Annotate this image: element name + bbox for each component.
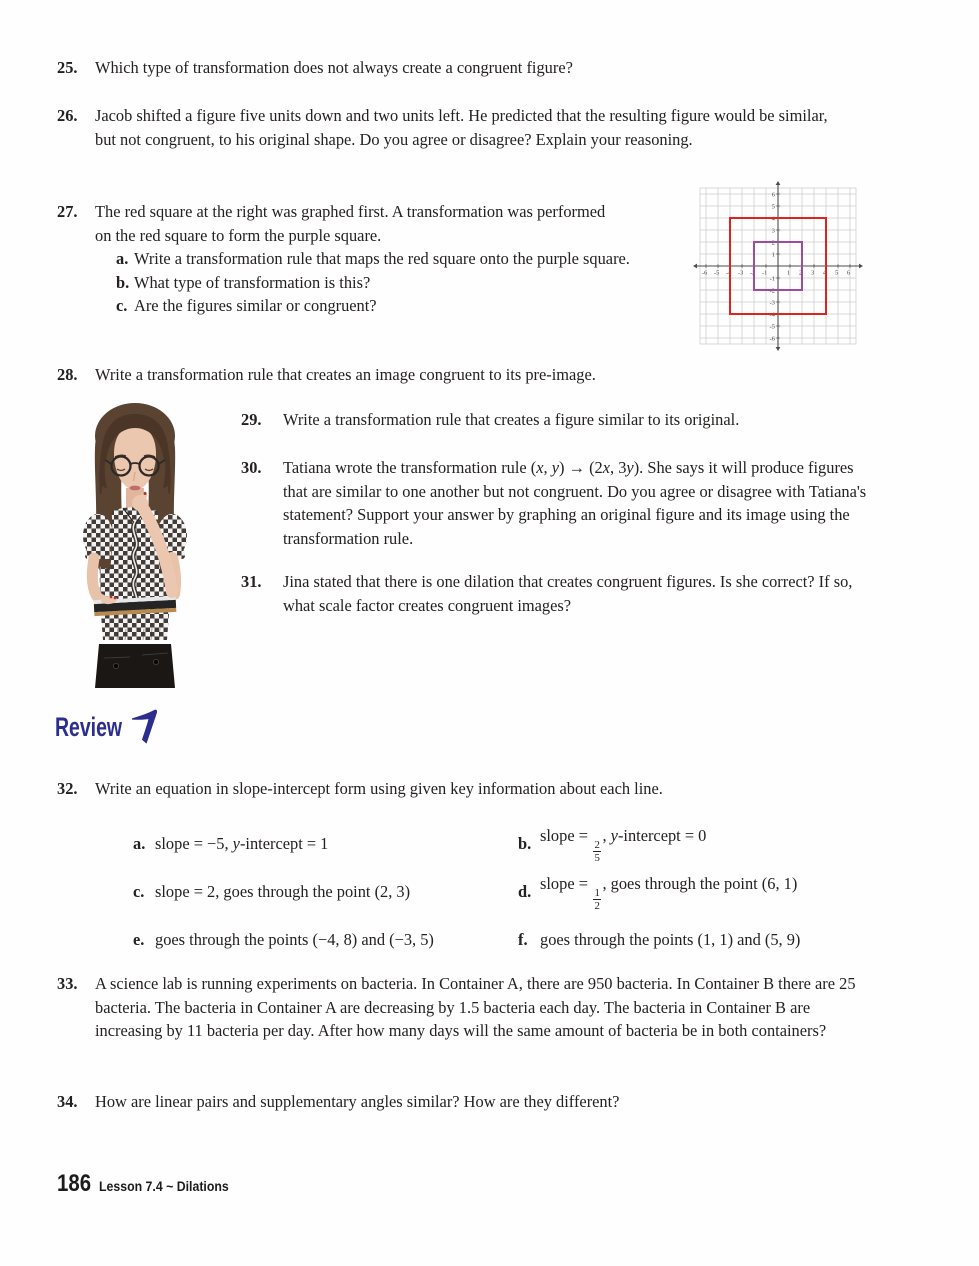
item-32f-label: f. (518, 930, 528, 950)
svg-text:5: 5 (771, 203, 775, 211)
item-32d-label: d. (518, 882, 532, 902)
review-swoosh-icon (132, 705, 158, 747)
item-32a-label: a. (133, 834, 146, 854)
review-title: Review (55, 712, 123, 742)
item-32b-label: b. (518, 834, 532, 854)
lips (130, 486, 141, 491)
svg-text:6: 6 (771, 191, 775, 199)
item-32a (133, 832, 518, 856)
question-27-number: 27. (57, 202, 78, 221)
question-29-number: 29. (241, 410, 262, 429)
svg-text:6: 6 (847, 269, 851, 277)
svg-text:3: 3 (811, 269, 815, 277)
question-27b-label: b. (116, 272, 130, 292)
svg-text:-2: -2 (750, 269, 756, 277)
question-30-text: Tatiana wrote the transformation rule (x, y) → (2x, 3y). She says it will produce figures that are similar to one another but not congruent. Do you agree or disagree with Tatiana's statement? Support your answer by graphing an original figure and its image using the transformation rule. (283, 458, 867, 548)
coordinate-grid-graph (690, 178, 866, 354)
page-footer (57, 1172, 246, 1199)
question-34-number: 34. (57, 1092, 78, 1111)
item-32c-text: slope = 2, goes through the point (2, 3) (155, 882, 411, 902)
question-29 (241, 408, 921, 432)
item-32a-text: slope = −5, y-intercept = 1 (155, 834, 329, 854)
question-26-text: Jacob shifted a figure five units down and two units left. He predicted that the resulting figure would be similar, but not congruent, to his original shape. Do you agree or disagree? Explain your reasoning. (95, 106, 828, 149)
svg-text:-5: -5 (769, 323, 775, 331)
question-28-number: 28. (57, 365, 78, 384)
svg-text:-3: -3 (738, 269, 744, 277)
svg-text:-4: -4 (726, 269, 732, 277)
svg-text:3: 3 (771, 227, 775, 235)
question-25 (57, 56, 937, 80)
svg-text:4: 4 (823, 269, 827, 277)
question-32-number: 32. (57, 779, 78, 798)
svg-text:-6: -6 (769, 335, 775, 343)
question-34-text: How are linear pairs and supplementary angles similar? How are they different? (95, 1092, 620, 1111)
svg-text:-5: -5 (714, 269, 720, 277)
question-31-number: 31. (241, 572, 262, 591)
svg-text:2: 2 (771, 239, 775, 247)
item-32b-text: slope = $\frac{2}{5}$ , y-intercept = 0 (540, 826, 707, 864)
svg-text:-1: -1 (769, 275, 775, 283)
black-skirt (95, 644, 175, 688)
svg-text:-1: -1 (762, 269, 768, 277)
question-28-text: Write a transformation rule that creates an image congruent to its pre-image. (95, 365, 596, 384)
question-26 (57, 104, 857, 151)
question-25-text: Which type of transformation does not always create a congruent figure? (95, 58, 573, 77)
question-27a-text: Write a transformation rule that maps the red square onto the purple square. (134, 249, 630, 268)
item-32c (133, 880, 518, 904)
question-27a-label: a. (116, 249, 129, 268)
question-27c-label: c. (116, 296, 128, 315)
item-32e-text: goes through the points (−4, 8) and (−3, 5) (155, 930, 434, 950)
review-section-header (55, 705, 158, 747)
svg-text:1: 1 (771, 251, 775, 259)
svg-text:-2: -2 (769, 287, 775, 295)
item-32f (518, 928, 923, 952)
item-32d (518, 872, 923, 912)
question-31 (241, 570, 871, 617)
item-32e-label: e. (133, 930, 145, 950)
svg-text:4: 4 (771, 215, 775, 223)
lesson-title: Lesson 7.4 ~ Dilations (99, 1178, 229, 1194)
question-27 (57, 200, 720, 318)
svg-text:1: 1 (787, 269, 791, 277)
question-33-text: A science lab is running experiments on bacteria. In Container A, there are 950 bacteria. In Container B there are 25 bacteria. The bacteria in Container A are decreasing by 1.5 bacteria each day. The bacteria in Container B are increasing by 11 bacteria per day. After how many days will the same amount of bacteria be in both containers? (95, 974, 856, 1040)
question-32-items (133, 820, 923, 964)
question-26-number: 26. (57, 106, 78, 125)
question-32-text: Write an equation in slope-intercept form using given key information about each line. (95, 779, 663, 798)
svg-text:5: 5 (835, 269, 839, 277)
item-32c-label: c. (133, 882, 145, 902)
question-33 (57, 972, 937, 1043)
svg-text:-3: -3 (769, 299, 775, 307)
question-27c (116, 294, 642, 318)
question-30 (241, 456, 871, 550)
question-27c-text: Are the figures similar or congruent? (134, 296, 377, 315)
item-32e (133, 928, 518, 952)
item-32b (518, 824, 923, 864)
question-32 (57, 777, 937, 801)
question-27b (116, 271, 642, 295)
question-27-text: The red square at the right was graphed first. A transformation was performed on the red square to form the purple square. (95, 202, 606, 245)
question-31-text: Jina stated that there is one dilation that creates congruent figures. Is she correct? If so, what scale factor creates congruent images? (283, 572, 853, 615)
page-number: 186 (57, 1170, 92, 1197)
question-33-number: 33. (57, 974, 78, 993)
question-29-text: Write a transformation rule that creates a figure similar to its original. (283, 410, 740, 429)
svg-text:-6: -6 (702, 269, 708, 277)
item-32f-text: goes through the points (1, 1) and (5, 9) (540, 930, 801, 950)
question-28 (57, 363, 937, 387)
question-27a (116, 247, 642, 271)
question-25-number: 25. (57, 58, 78, 77)
question-30-number: 30. (241, 458, 262, 477)
svg-text:2: 2 (799, 269, 803, 277)
question-27b-text: What type of transformation is this? (134, 272, 371, 292)
svg-text:-4: -4 (769, 311, 775, 319)
item-32d-text: slope = $\frac{1}{2}$ , goes through the point (6, 1) (540, 874, 798, 912)
question-34 (57, 1090, 937, 1114)
thinking-student-photo (60, 398, 210, 688)
